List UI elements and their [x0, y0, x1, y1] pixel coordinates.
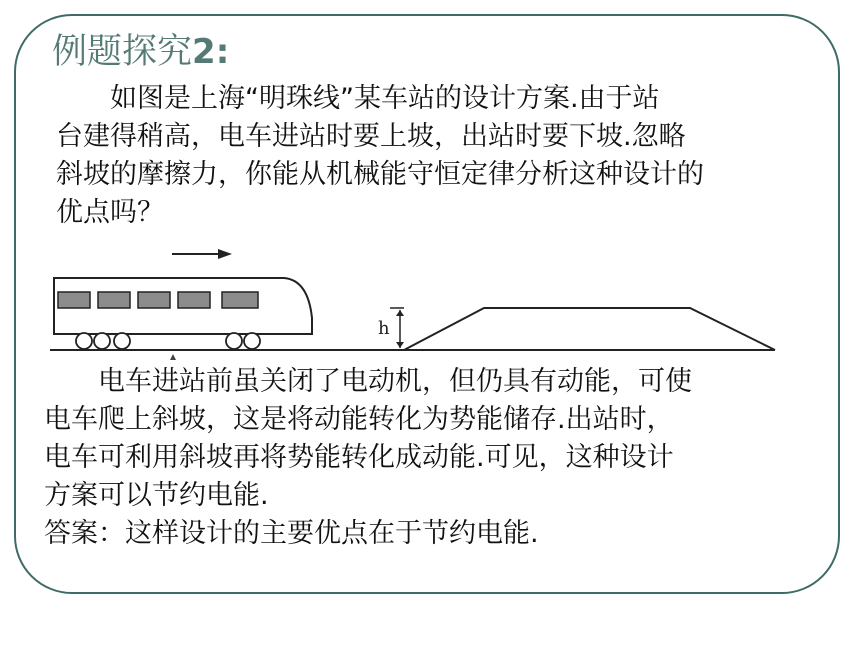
height-indicator: [390, 308, 404, 348]
station-platform-slope: [404, 308, 775, 350]
train-wheels: [76, 333, 260, 349]
question-line: 台建得稍高，电车进站时要上坡，出站时要下坡.忽略: [56, 121, 686, 152]
question-text: [56, 80, 704, 232]
slide-title: [52, 30, 229, 74]
title-colon: :: [215, 32, 230, 72]
ground-marker: [169, 354, 177, 360]
direction-arrow-icon: [172, 249, 232, 259]
train-station-diagram: [50, 240, 790, 360]
answer-line: 答案：这样设计的主要优点在于节约电能.: [44, 518, 539, 549]
solution-line: 电车可利用斜坡再将势能转化成动能.可见，这种设计: [44, 442, 674, 473]
height-label: h: [378, 318, 390, 339]
question-line: 斜坡的摩擦力，你能从机械能守恒定律分析这种设计的: [56, 159, 704, 190]
train-windows: [58, 292, 258, 308]
solution-line: 电车爬上斜坡，这是将动能转化为势能储存.出站时，: [44, 404, 674, 435]
solution-text: [44, 363, 692, 553]
solution-line: 电车进站前虽关闭了电动机，但仍具有动能，可使: [44, 366, 692, 397]
title-number: 2: [192, 32, 216, 72]
question-line: 优点吗？: [56, 197, 164, 228]
question-line: 如图是上海“明珠线”某车站的设计方案.由于站: [56, 83, 660, 114]
title-text: 例题探究: [52, 32, 193, 72]
solution-line: 方案可以节约电能.: [44, 480, 269, 511]
